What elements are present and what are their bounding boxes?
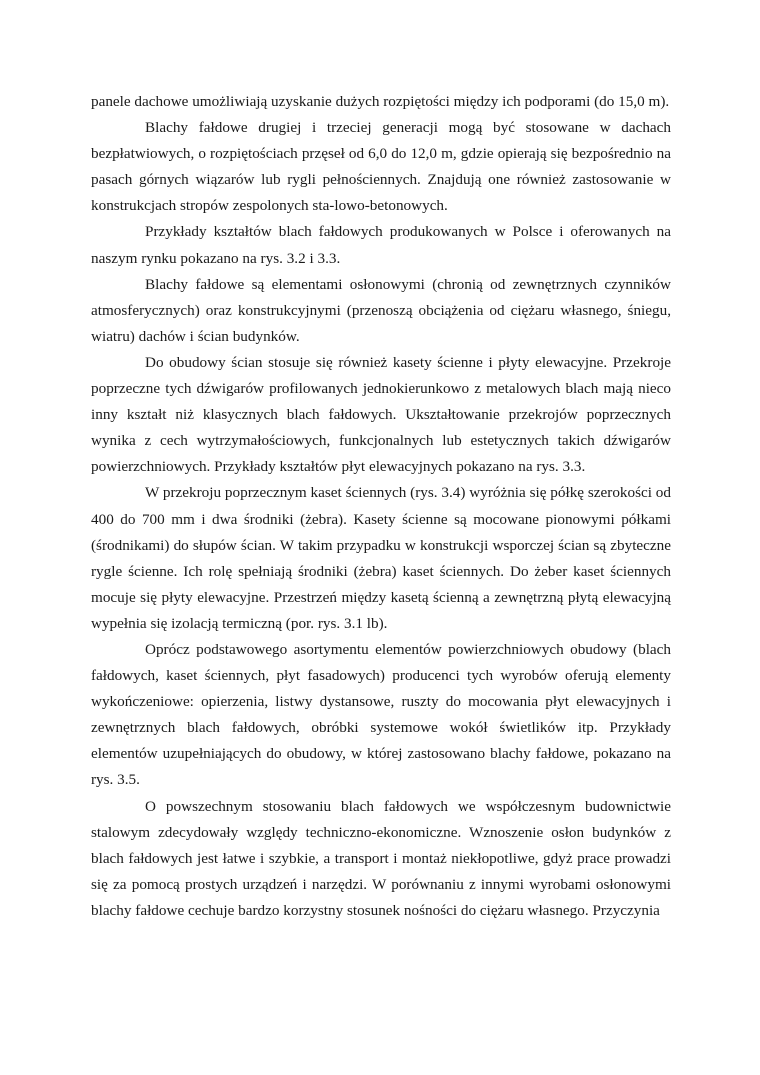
paragraph-4: Blachy fałdowe są elementami osłonowymi (chronią od zewnętrznych czynników atmosferycznych) oraz konstrukcyjnymi (przenoszą obciążenia od ciężaru własnego, śniegu, wiatru) dachów i ścian budynków. [91,275,671,345]
paragraph-5: Do obudowy ścian stosuje się również kasety ścienne i płyty elewacyjne. Przekroje poprzeczne tych dźwigarów profilowanych jednokierunkowo z metalowych blach mają nieco inny kształt niż klasycznych blach fałdowych. Ukształtowanie przekrojów poprzecznych wynika z cech wytrzymałościowych, funkcjonalnych lub estetycznych takich dźwigarów powierzchniowych. Przykłady kształtów płyt elewacyjnych pokazano na rys. 3.3. [91,353,671,476]
paragraph-6: W przekroju poprzecznym kaset ściennych (rys. 3.4) wyróżnia się półkę szerokości od 400 do 700 mm i dwa środniki (żebra). Kasety ścienne są mocowane pionowymi półkami (środnikami) do słupów ścian. W takim przypadku w konstrukcji wsporczej ścian są zbyteczne rygle ścienne. Ich rolę spełniają środniki (żebra) kaset ściennych. Do żeber kaset ściennych mocuje się płyty elewacyjne. Przestrzeń między kasetą ścienną a zewnętrzną płytą elewacyjną wypełnia się izolacją termiczną (por. rys. 3.1 lb). [91,484,671,632]
paragraph-3: Przykłady kształtów blach fałdowych produkowanych w Polsce i oferowanych na naszym rynku pokazano na rys. 3.2 i 3.3. [91,223,671,267]
paragraph-8: O powszechnym stosowaniu blach fałdowych we współczesnym budownictwie stalowym zdecydowały względy techniczno-ekonomiczne. Wznoszenie osłon budynków z blach fałdowych jest łatwe i szybkie, a transport i montaż niekłopotliwe, gdyż prace prowadzi się za pomocą prostych urządzeń i narzędzi. W porównaniu z innymi wyrobami osłonowymi blachy fałdowe cechuje bardzo korzystny stosunek nośności do ciężaru własnego. Przyczynia [91,797,671,919]
paragraph-2: Blachy fałdowe drugiej i trzeciej generacji mogą być stosowane w dachach bezpłatwiowych, o rozpiętościach przęseł od 6,0 do 12,0 m, gdzie opierają się bezpośrednio na pasach górnych wiązarów lub rygli pełnościennych. Znajdują one również zastosowanie w konstrukcjach stropów zespolonych sta-lowo-betonowych. [91,119,671,215]
paragraph-7: Oprócz podstawowego asortymentu elementów powierzchniowych obudowy (blach fałdowych, kaset ściennych, płyt fasadowych) producenci tych wyrobów oferują elementy wykończeniowe: opierzenia, listwy dystansowe, ruszty do mocowania płyt elewacyjnych i zewnętrznych blach fałdowych, obróbki systemowe wokół świetlików itp. Przykłady elementów uzupełniających do obudowy, w której zastosowano blachy fałdowe, pokazano na rys. 3.5. [91,640,671,789]
paragraph-1: panele dachowe umożliwiają uzyskanie dużych rozpiętości między ich podporami (do 15,0 m). [91,93,670,110]
body-text [91,89,671,924]
